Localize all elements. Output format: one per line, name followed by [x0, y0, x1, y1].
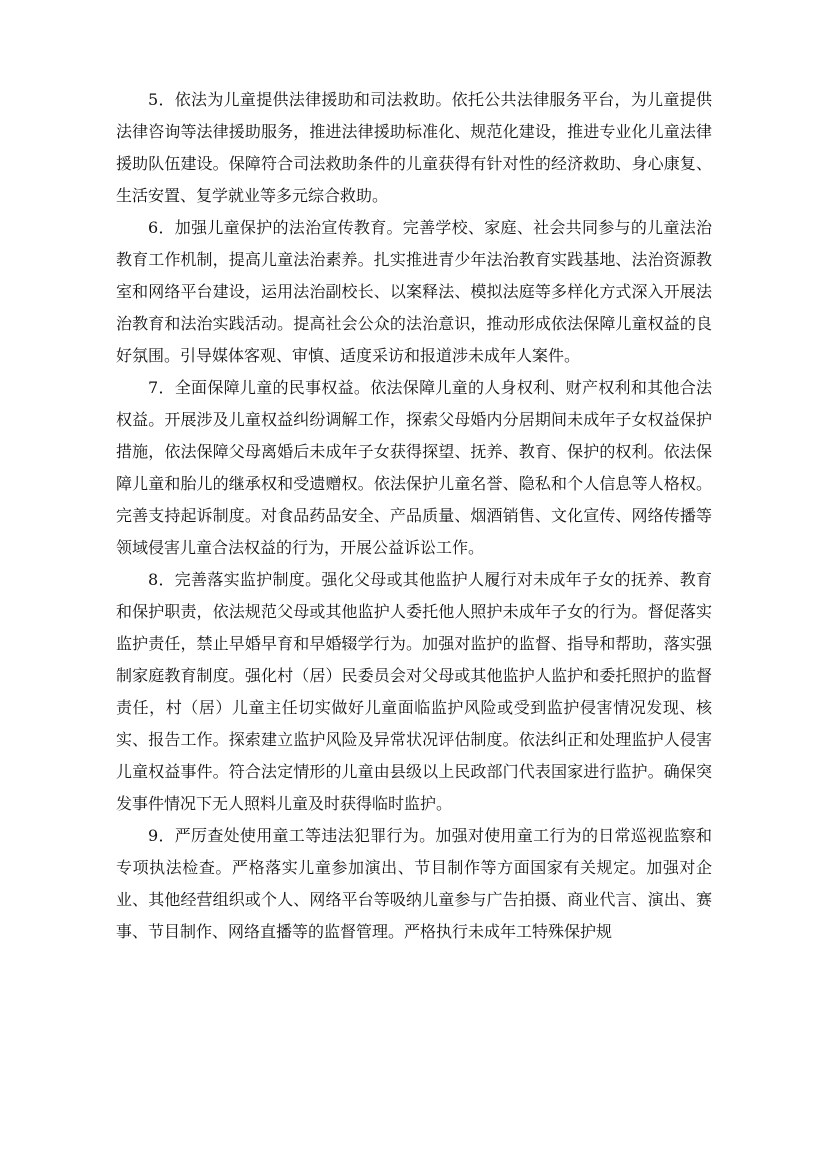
- paragraph-9-child-labor: 9．严厉查处使用童工等违法犯罪行为。加强对使用童工行为的日常巡视监察和专项执法检查。严格落实儿童参加演出、节目制作等方面国家有关规定。加强对企业、其他经营组织或个人、网络平台等吸纳儿童参与广告拍摄、商业代言、演出、赛事、节目制作、网络直播等的监督管理。严格执行未成年工特殊保护规: [116, 826, 712, 941]
- paragraph-7-civil-rights: 7．全面保障儿童的民事权益。依法保障儿童的人身权利、财产权利和其他合法权益。开展涉及儿童权益纠纷调解工作，探索父母婚内分居期间未成年子女权益保护措施，依法保障父母离婚后未成年子女获得探望、抚养、教育、保护的权利。依法保障儿童和胎儿的继承权和受遗赠权。依法保护儿童名誉、隐私和个人信息等人格权。完善支持起诉制度。对食品药品安全、产品质量、烟酒销售、文化宣传、网络传播等领域侵害儿童合法权益的行为，开展公益诉讼工作。: [116, 378, 712, 557]
- paragraph-8-guardianship: 8．完善落实监护制度。强化父母或其他监护人履行对未成年子女的抚养、教育和保护职责，依法规范父母或其他监护人委托他人照护未成年子女的行为。督促落实监护责任，禁止早婚早育和早婚辍学行为。加强对监护的监督、指导和帮助，落实强制家庭教育制度。强化村（居）民委员会对父母或其他监护人监护和委托照护的监督责任，村（居）儿童主任切实做好儿童面临监护风险或受到监护侵害情况发现、核实、报告工作。探索建立监护风险及异常状况评估制度。依法纠正和处理监护人侵害儿童权益事件。符合法定情形的儿童由县级以上民政部门代表国家进行监护。确保突发事件情况下无人照料儿童及时获得临时监护。: [116, 570, 712, 813]
- paragraph-5-legal-aid: 5．依法为儿童提供法律援助和司法救助。依托公共法律服务平台，为儿童提供法律咨询等法律援助服务，推进法律援助标准化、规范化建设，推进专业化儿童法律援助队伍建设。保障符合司法救助条件的儿童获得有针对性的经济救助、身心康复、生活安置、复学就业等多元综合救助。: [116, 90, 712, 205]
- document-body: [116, 84, 712, 948]
- paragraph-6-legal-education: 6．加强儿童保护的法治宣传教育。完善学校、家庭、社会共同参与的儿童法治教育工作机制，提高儿童法治素养。扎实推进青少年法治教育实践基地、法治资源教室和网络平台建设，运用法治副校长、以案释法、模拟法庭等多样化方式深入开展法治教育和法治实践活动。提高社会公众的法治意识，推动形成依法保障儿童权益的良好氛围。引导媒体客观、审慎、适度采访和报道涉未成年人案件。: [116, 218, 712, 365]
